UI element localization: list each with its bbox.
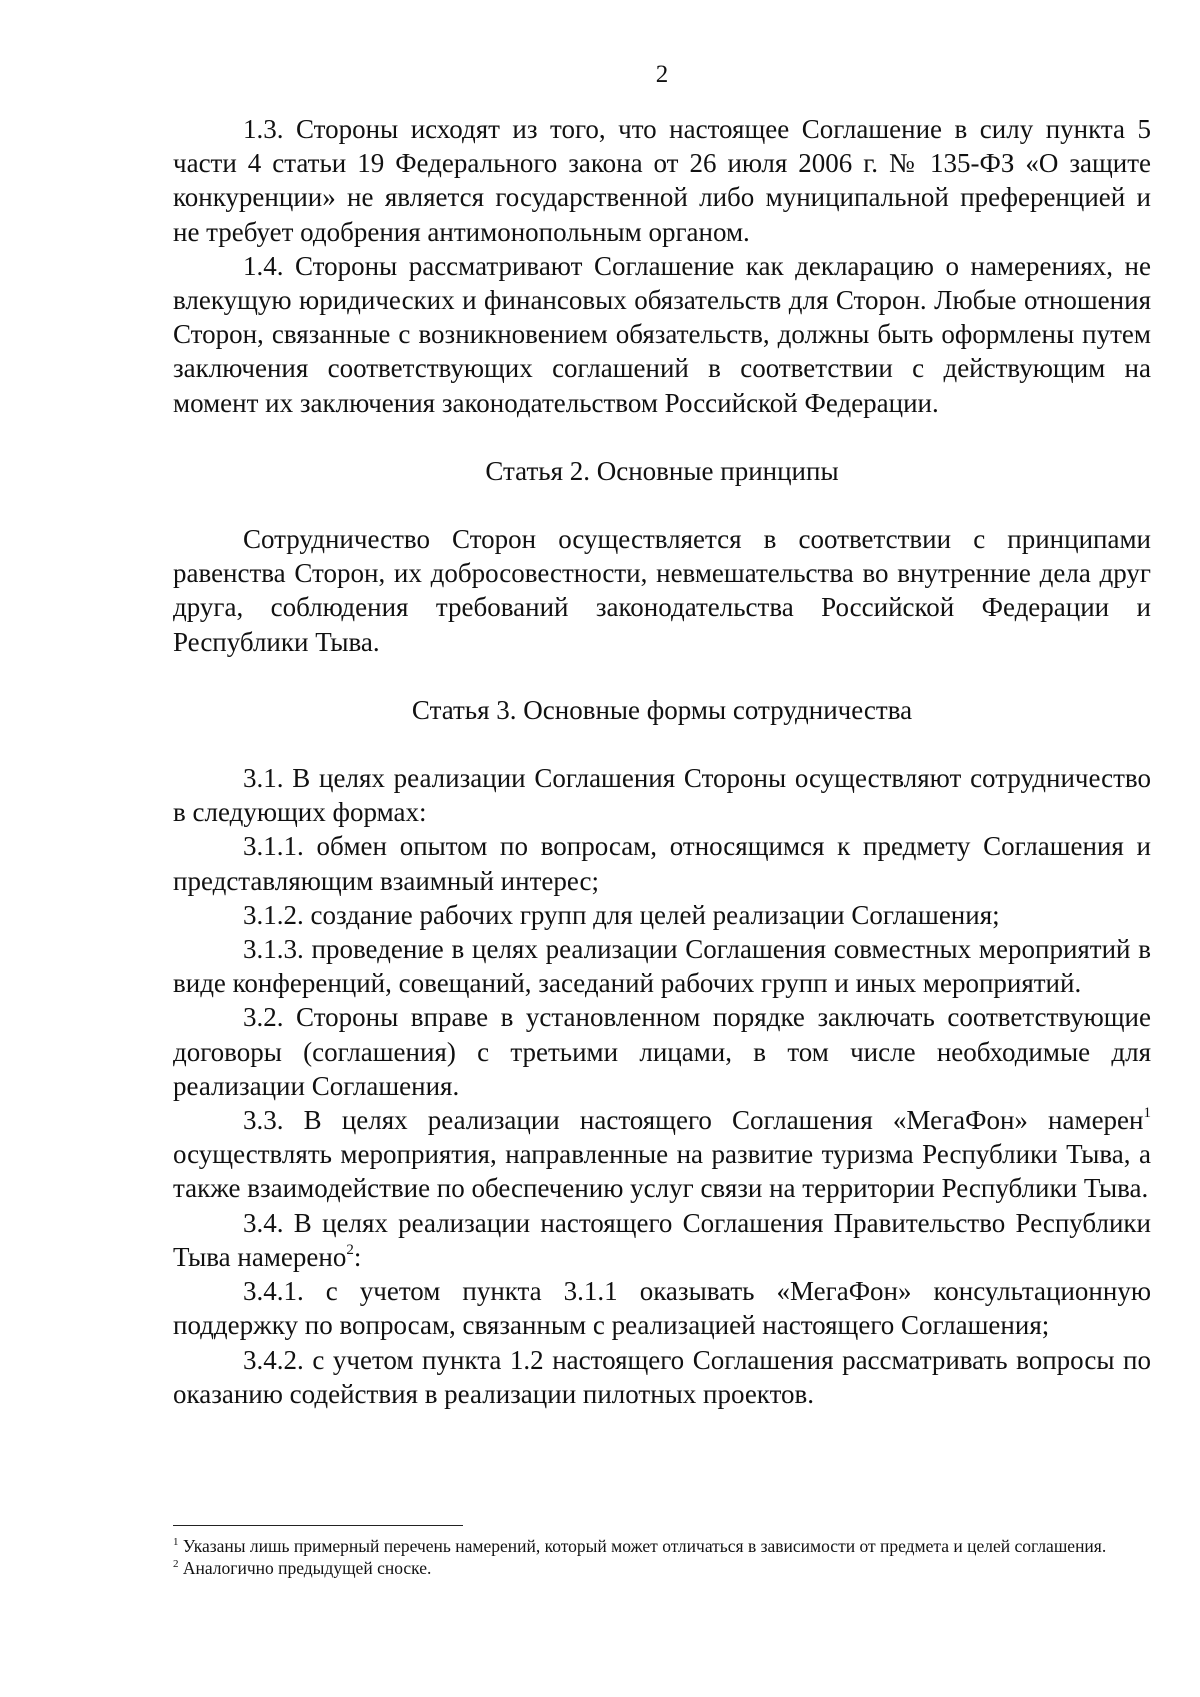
document-page: [173, 0, 1151, 1697]
footnote-ref-1[interactable]: 1: [1143, 1105, 1151, 1122]
article-3-heading: Статья 3. Основные формы сотрудничества: [411, 694, 913, 725]
clause-3-1-1: 3.1.1. обмен опытом по вопросам, относящимся к предмету Соглашения и представляющим взаимный интерес;: [173, 831, 1151, 896]
page-number: 2: [655, 61, 669, 88]
article-2-heading: Статья 2. Основные принципы: [485, 455, 839, 486]
clause-3-2: 3.2. Стороны вправе в установленном порядке заключать соответствующие договоры (соглашения) с третьими лицами, в том числе необходимые для реализации Соглашения.: [173, 1002, 1151, 1101]
clause-3-3-text: 3.3. В целях реализации настоящего Соглашения «МегаФон» намерен: [243, 1105, 1144, 1136]
footnote-1: [173, 1535, 1151, 1557]
article-2-text: Сотрудничество Сторон осуществляется в соответствии с принципами равенства Сторон, их добросовестности, невмешательства во внутренние дела друг друга, соблюдения требований законодательства Российской Федерации и Республики Тыва.: [173, 524, 1151, 657]
footnote-1-mark: 1: [173, 1536, 179, 1548]
clause-3-1-2: 3.1.2. создание рабочих групп для целей реализации Соглашения;: [243, 899, 1000, 930]
footnotes: [173, 1535, 1151, 1579]
clause-1-4: 1.4. Стороны рассматривают Соглашение как декларацию о намерениях, не влекущую юридических и финансовых обязательств для Сторон. Любые отношения Сторон, связанные с возникновением обязательств, должны быть оформлены путем заключения соответствующих соглашений в соответствии с действующим на момент их заключения законодательством Российской Федерации.: [173, 250, 1151, 418]
footnote-1-text: Указаны лишь примерный перечень намерений, который может отличаться в зависимости от предмета и целей соглашения.: [178, 1536, 1107, 1556]
clause-3-1: 3.1. В целях реализации Соглашения Стороны осуществляют сотрудничество в следующих формах:: [173, 763, 1151, 828]
clause-1-3: 1.3. Стороны исходят из того, что настоящее Соглашение в силу пункта 5 части 4 статьи 19 Федерального закона от 26 июля 2006 г. № 135-ФЗ «О защите конкуренции» не является государственной либо муниципальной преференцией и не требует одобрения антимонопольным органом.: [173, 114, 1151, 247]
clause-3-3: [173, 1103, 1151, 1206]
document-body: [173, 112, 1151, 1411]
clause-3-4-2: 3.4.2. с учетом пункта 1.2 настоящего Соглашения рассматривать вопросы по оказанию содействия в реализации пилотных проектов.: [173, 1344, 1151, 1409]
footnote-2: [173, 1557, 1151, 1579]
footnote-2-mark: 2: [173, 1558, 179, 1570]
clause-3-3-text-cont: осуществлять мероприятия, направленные на развитие туризма Республики Тыва, а также взаимодействие по обеспечению услуг связи на территории Республики Тыва.: [173, 1139, 1151, 1204]
footnote-divider: [173, 1525, 463, 1526]
footnote-ref-2[interactable]: 2: [346, 1241, 354, 1258]
clause-3-4-1: 3.4.1. с учетом пункта 3.1.1 оказывать «МегаФон» консультационную поддержку по вопросам, связанным с реализацией настоящего Соглашения;: [173, 1276, 1151, 1341]
clause-3-4-text-cont: :: [353, 1241, 362, 1272]
clause-3-4: [173, 1206, 1151, 1274]
footnote-2-text: Аналогично предыдущей сноске.: [178, 1558, 432, 1578]
clause-3-1-3: 3.1.3. проведение в целях реализации Соглашения совместных мероприятий в виде конференций, совещаний, заседаний рабочих групп и иных мероприятий.: [173, 934, 1151, 999]
clause-3-4-text: 3.4. В целях реализации настоящего Соглашения Правительство Республики Тыва намерено: [173, 1207, 1151, 1272]
